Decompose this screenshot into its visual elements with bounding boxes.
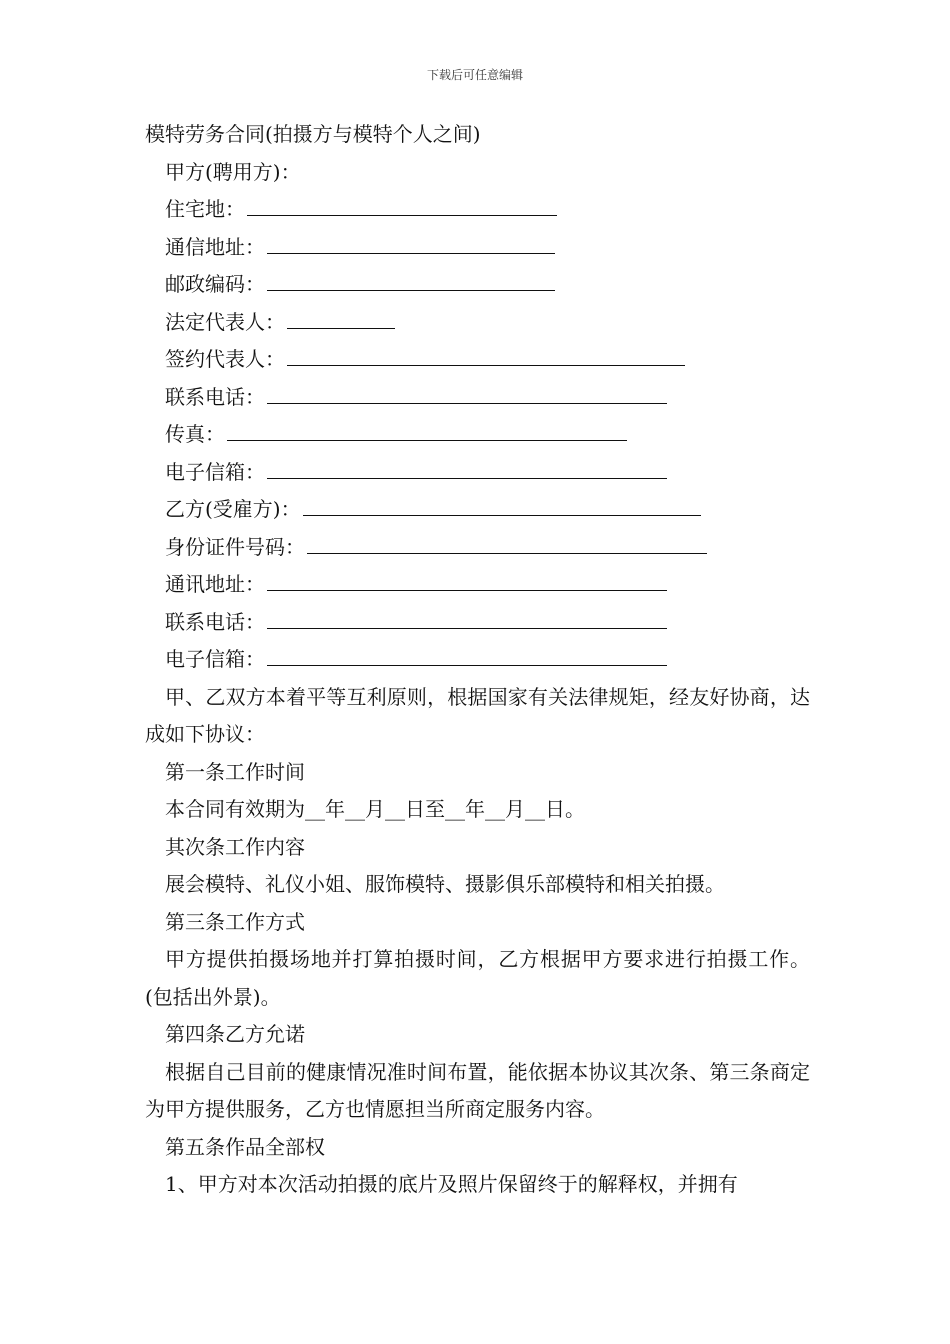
party-b-phone-line [145, 604, 810, 642]
party-a-signing-rep-line [145, 341, 810, 379]
party-b-name-blank[interactable] [303, 493, 701, 516]
article-1-title: 第一条工作时间 [165, 759, 305, 784]
party-b-heading-label: 乙方(受雇方)： [165, 497, 301, 521]
party-b-address-line [145, 566, 810, 604]
party-b-phone-label: 联系电话： [165, 609, 265, 634]
party-b-email-label: 电子信箱： [165, 647, 265, 671]
article-3-text: 甲方提供拍摄场地并打算拍摄时间，乙方根据甲方要求进行拍摄工作。(包括出外景)。 [145, 947, 810, 1009]
party-b-phone-blank[interactable] [267, 606, 667, 629]
article-1-text: 本合同有效期为__年__月__日至__年__月__日。 [165, 797, 585, 821]
party-b-email-line [145, 641, 810, 679]
party-a-mailing-address-line [145, 229, 810, 267]
party-b-id-line [145, 529, 810, 567]
party-a-legal-rep-label: 法定代表人： [165, 309, 285, 334]
party-a-legal-rep-blank[interactable] [287, 306, 395, 329]
party-a-legal-rep-line [145, 304, 810, 342]
party-a-email-label: 电子信箱： [165, 459, 265, 484]
header-note: 下载后可任意编辑 [426, 68, 523, 82]
article-3-title: 第三条工作方式 [165, 909, 305, 934]
party-a-residence-line [145, 191, 810, 229]
article-4-title: 第四条乙方允诺 [165, 1022, 305, 1046]
article-5-title: 第五条作品全部权 [165, 1134, 325, 1159]
party-a-email-line [145, 454, 810, 492]
party-a-postal-code-label: 邮政编码： [165, 272, 265, 296]
party-a-phone-line [145, 379, 810, 417]
party-a-phone-label: 联系电话： [165, 384, 265, 409]
party-a-fax-line [145, 416, 810, 454]
party-a-email-blank[interactable] [267, 456, 667, 479]
party-a-mailing-address-blank[interactable] [267, 231, 555, 254]
party-a-phone-blank[interactable] [267, 381, 667, 404]
preamble-paragraph: 甲、乙双方本着平等互利原则，根据国家有关法律规矩，经友好协商，达成如下协议： [145, 684, 810, 746]
party-a-fax-label: 传真： [165, 422, 225, 446]
article-5-item-1: 1、甲方对本次活动拍摄的底片及照片保留终于的解释权，并拥有 [165, 1172, 738, 1196]
contract-body [145, 116, 810, 1204]
party-b-id-blank[interactable] [307, 531, 707, 554]
article-4-text: 根据自己目前的健康情况准时间布置，能依据本协议其次条、第三条商定为甲方提供服务，乙方也情愿担当所商定服务内容。 [145, 1059, 810, 1121]
contract-title: 模特劳务合同(拍摄方与模特个人之间) [145, 122, 481, 146]
party-a-signing-rep-blank[interactable] [287, 343, 685, 366]
party-a-signing-rep-label: 签约代表人： [165, 347, 285, 371]
party-a-postal-code-blank[interactable] [267, 268, 555, 291]
party-a-fax-blank[interactable] [227, 418, 627, 441]
party-b-heading-line [145, 491, 810, 529]
party-a-mailing-address-label: 通信地址： [165, 234, 265, 259]
party-a-residence-blank[interactable] [247, 193, 557, 216]
party-b-email-blank[interactable] [267, 643, 667, 666]
party-a-postal-code-line [145, 266, 810, 304]
party-a-heading: 甲方(聘用方)： [165, 159, 301, 184]
party-b-address-blank[interactable] [267, 568, 667, 591]
article-2-text: 展会模特、礼仪小姐、服饰模特、摄影俱乐部模特和相关拍摄。 [165, 872, 725, 896]
party-b-id-label: 身份证件号码： [165, 534, 305, 559]
party-a-residence-label: 住宅地： [165, 197, 245, 221]
party-b-address-label: 通讯地址： [165, 572, 265, 596]
article-2-title: 其次条工作内容 [165, 834, 305, 859]
